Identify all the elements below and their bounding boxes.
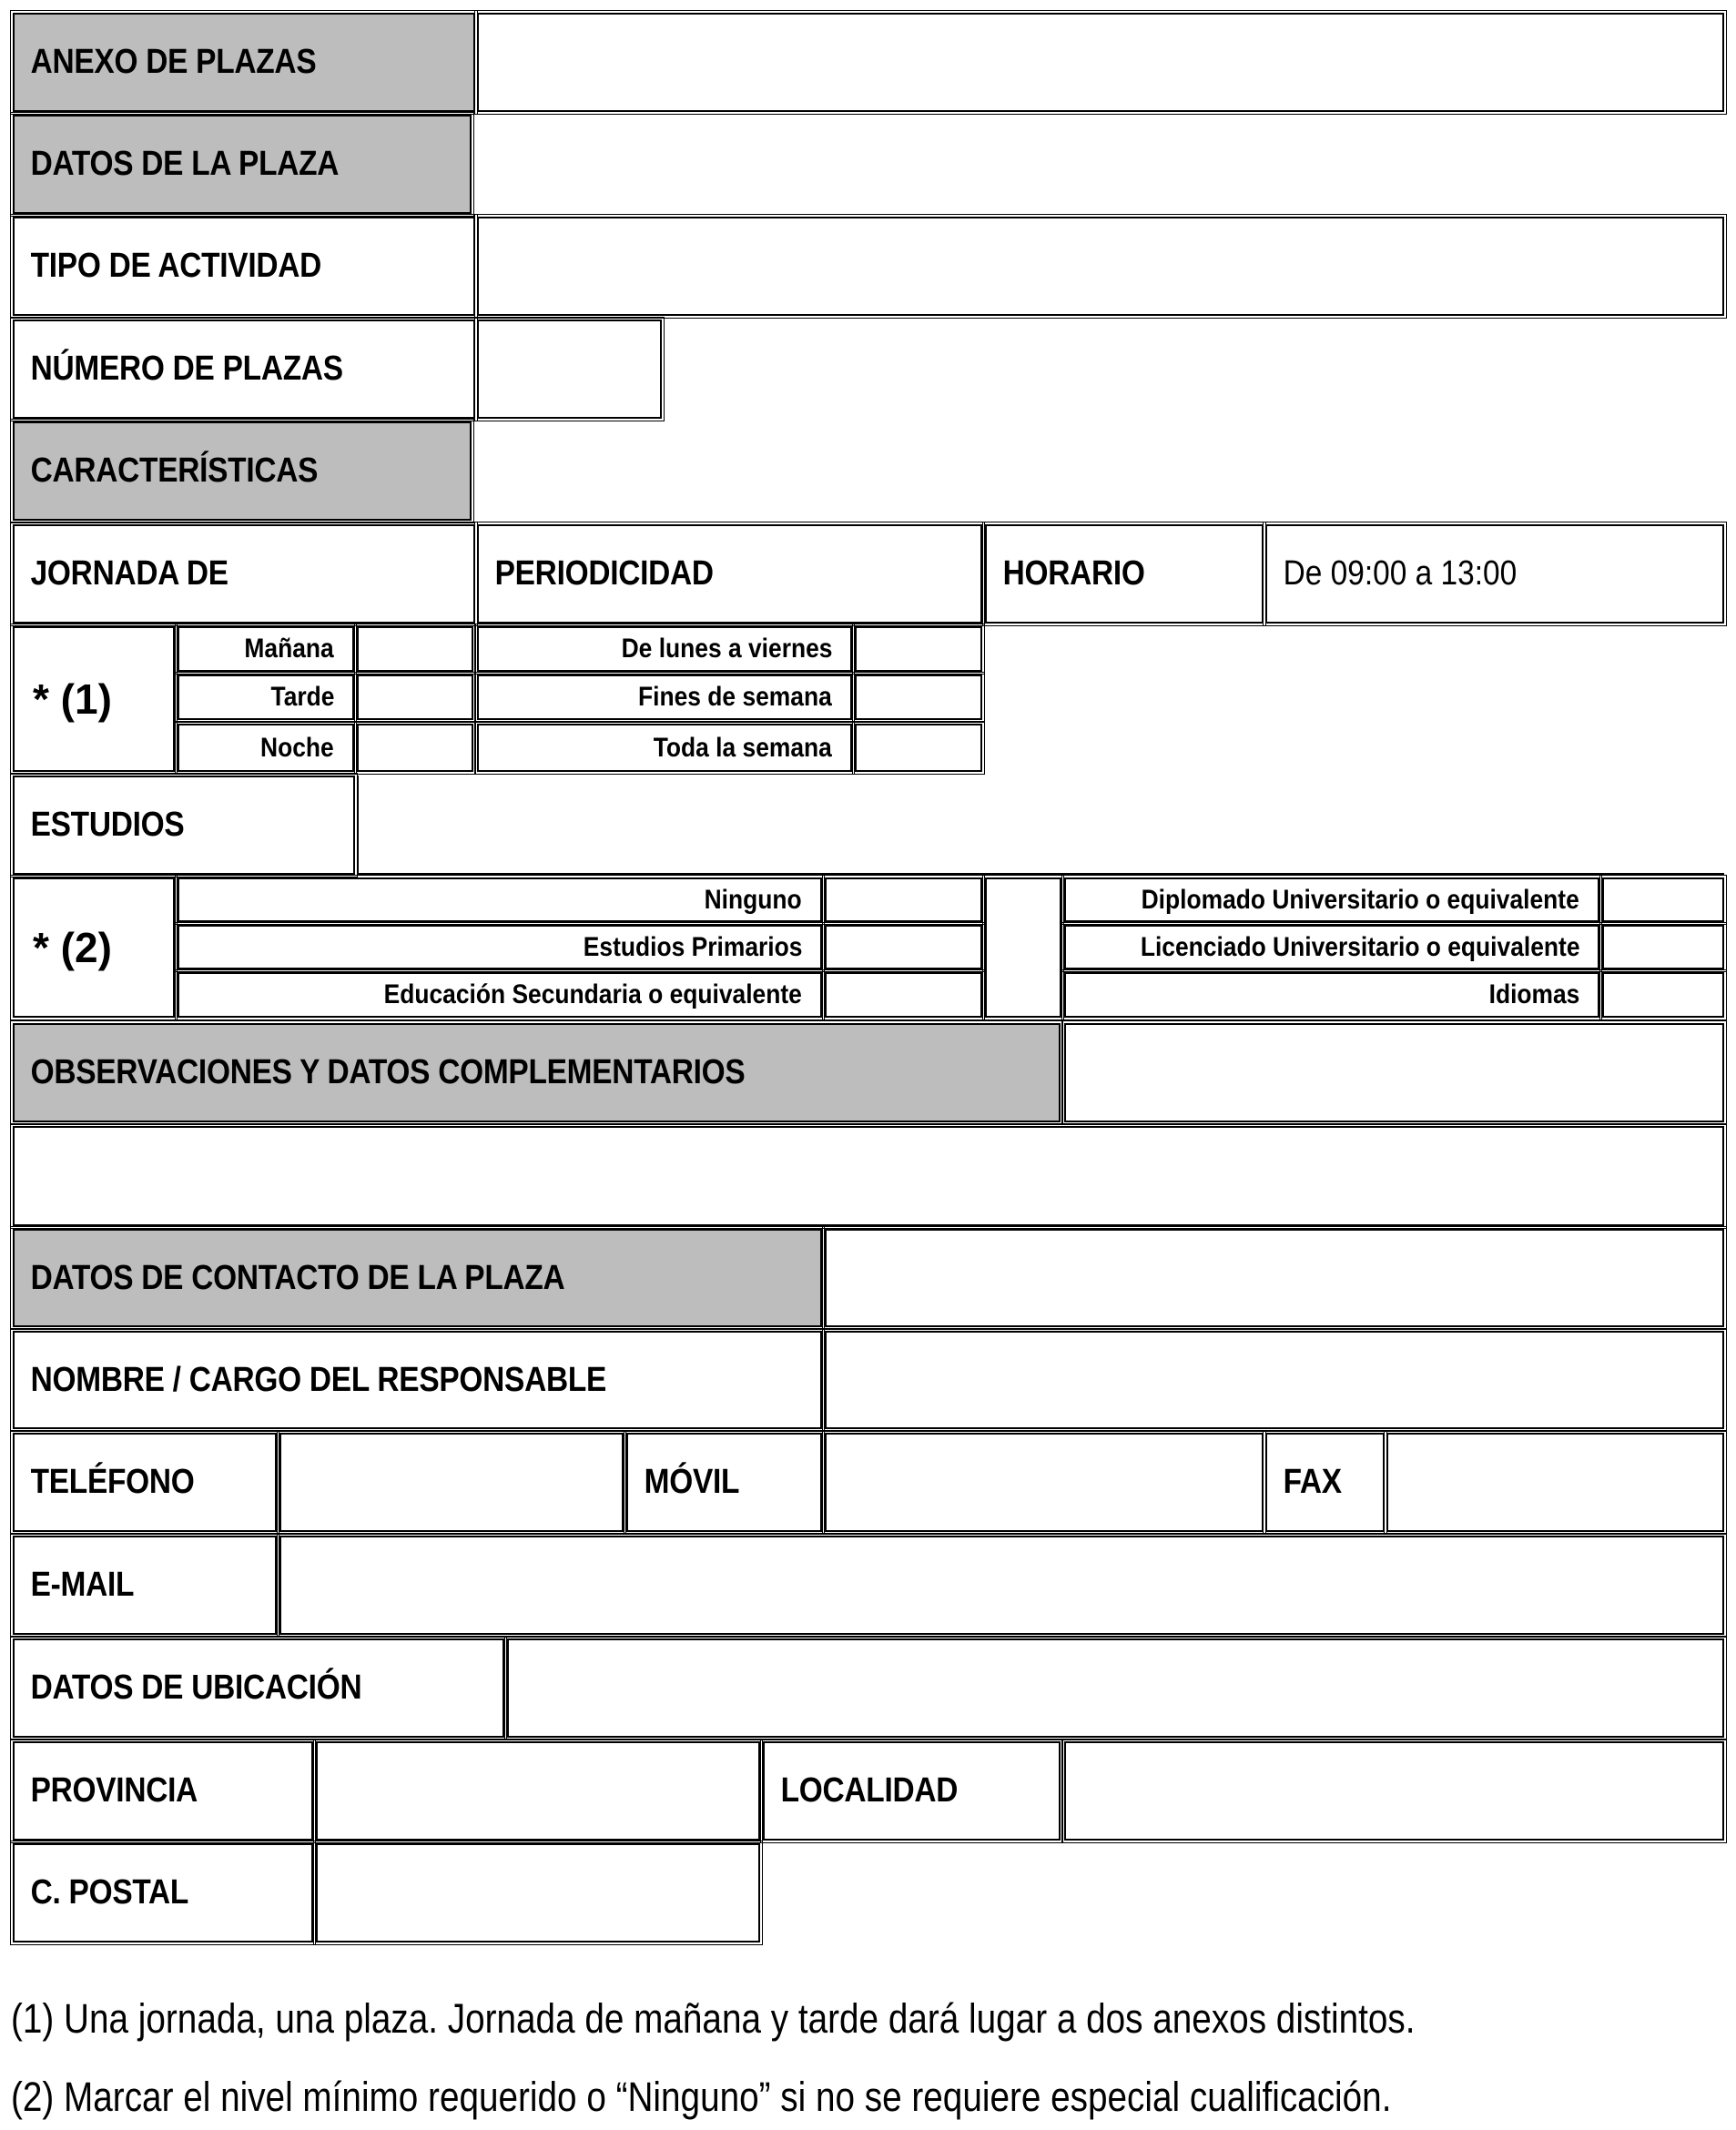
periodicidad-option-fines-semana [477, 674, 852, 720]
caracteristicas-text: CARACTERÍSTICAS [30, 451, 319, 490]
anexo-plazas-label [13, 13, 475, 112]
mark-2-text: * (2) [33, 924, 112, 971]
estudios-checkbox-secundaria[interactable] [825, 972, 982, 1018]
jornada-checkbox-manana[interactable] [357, 626, 473, 672]
horario-value: De 09:00 a 13:00 [1283, 554, 1518, 593]
movil-text: MÓVIL [644, 1463, 740, 1501]
datos-plaza-text: DATOS DE LA PLAZA [30, 145, 340, 183]
estudios-checkbox-licenciado[interactable] [1602, 925, 1724, 969]
estudios-option-label: Idiomas [1488, 979, 1579, 1009]
estudios-option-label: Diplomado Universitario o equivalente [1141, 884, 1579, 915]
periodicidad-checkbox-fines-semana[interactable] [855, 674, 982, 720]
movil-label [626, 1433, 822, 1532]
telefono-label [13, 1433, 277, 1532]
periodicidad-text: PERIODICIDAD [494, 554, 714, 593]
c-postal-label [13, 1843, 313, 1942]
jornada-option-label: Mañana [244, 634, 334, 664]
estudios-divider-cell [985, 877, 1061, 1018]
email-label [13, 1536, 277, 1635]
periodicidad-option-label: Fines de semana [638, 682, 832, 712]
nombre-cargo-field[interactable] [825, 1331, 1724, 1429]
fax-text: FAX [1283, 1463, 1342, 1501]
estudios-checkbox-diplomado[interactable] [1602, 877, 1724, 922]
observaciones-text: OBSERVACIONES Y DATOS COMPLEMENTARIOS [30, 1053, 746, 1091]
datos-plaza-spacer [474, 115, 1724, 214]
footnote-1: (1) Una jornada, una plaza. Jornada de mañana y tarde dará lugar a dos anexos distintos. [11, 1995, 1416, 2042]
estudios-option-idiomas [1064, 972, 1599, 1018]
estudios-option-secundaria [178, 972, 822, 1018]
periodicidad-option-toda-semana [477, 724, 852, 772]
provincia-text: PROVINCIA [30, 1771, 198, 1810]
observaciones-header [13, 1023, 1061, 1122]
email-field[interactable] [279, 1536, 1724, 1635]
mark-1-text: * (1) [33, 675, 112, 723]
estudios-checkbox-primarios[interactable] [825, 925, 982, 969]
fax-field[interactable] [1386, 1433, 1724, 1532]
periodicidad-label [477, 524, 982, 624]
jornada-option-label: Noche [260, 732, 334, 763]
estudios-spacer [357, 776, 1724, 875]
estudios-option-label: Ninguno [704, 884, 802, 915]
jornada-checkbox-noche[interactable] [357, 724, 473, 772]
localidad-field[interactable] [1064, 1741, 1724, 1841]
fax-label [1265, 1433, 1385, 1532]
email-text: E-MAIL [30, 1566, 135, 1604]
datos-plaza-header [13, 115, 472, 214]
localidad-label [763, 1741, 1061, 1841]
mark-1-label [13, 626, 175, 772]
periodicidad-option-lunes-viernes [477, 626, 852, 672]
movil-field[interactable] [825, 1433, 1264, 1532]
tipo-actividad-label [13, 217, 475, 316]
estudios-option-licenciado [1064, 925, 1599, 969]
periodicidad-option-label: De lunes a viernes [621, 634, 832, 664]
caracteristicas-header [13, 421, 472, 521]
estudios-option-label: Estudios Primarios [583, 931, 802, 962]
periodicidad-checkbox-lunes-viernes[interactable] [855, 626, 982, 672]
numero-plazas-label [13, 320, 475, 419]
estudios-checkbox-idiomas[interactable] [1602, 972, 1724, 1018]
numero-plazas-text: NÚMERO DE PLAZAS [30, 350, 343, 388]
jornada-option-label: Tarde [270, 682, 334, 712]
periodicidad-option-label: Toda la semana [653, 732, 832, 763]
estudios-option-label: Educación Secundaria o equivalente [383, 979, 802, 1009]
estudios-label [13, 776, 355, 875]
c-postal-text: C. POSTAL [30, 1873, 189, 1912]
provincia-field[interactable] [316, 1741, 760, 1841]
estudios-option-label: Licenciado Universitario o equivalente [1140, 931, 1579, 962]
mark-2-label [13, 877, 175, 1018]
jornada-de-label [13, 524, 475, 624]
observaciones-field[interactable] [13, 1126, 1724, 1226]
footnote-2: (2) Marcar el nivel mínimo requerido o “Ninguno” si no se requiere especial cualificación. [11, 2074, 1392, 2120]
numero-plazas-field[interactable] [477, 320, 662, 419]
estudios-option-ninguno [178, 877, 822, 922]
estudios-option-primarios [178, 925, 822, 969]
observaciones-header-field[interactable] [1064, 1023, 1724, 1122]
jornada-option-manana [178, 626, 354, 672]
nombre-cargo-text: NOMBRE / CARGO DEL RESPONSABLE [30, 1360, 607, 1399]
periodicidad-checkbox-toda-semana[interactable] [855, 724, 982, 772]
datos-contacto-text: DATOS DE CONTACTO DE LA PLAZA [30, 1258, 565, 1297]
horario-text: HORARIO [1002, 554, 1145, 593]
nombre-cargo-label [13, 1331, 822, 1429]
jornada-option-noche [178, 724, 354, 772]
datos-contacto-header [13, 1229, 822, 1327]
telefono-field[interactable] [279, 1433, 624, 1532]
anexo-plazas-text: ANEXO DE PLAZAS [30, 43, 317, 81]
jornada-checkbox-tarde[interactable] [357, 674, 473, 720]
estudios-option-diplomado [1064, 877, 1599, 922]
estudios-text: ESTUDIOS [30, 806, 185, 844]
localidad-text: LOCALIDAD [780, 1771, 959, 1810]
horario-field[interactable] [1265, 524, 1724, 624]
jornada-de-text: JORNADA DE [30, 554, 228, 593]
provincia-label [13, 1741, 313, 1841]
tipo-actividad-field[interactable] [477, 217, 1724, 316]
telefono-text: TELÉFONO [30, 1463, 195, 1501]
datos-ubicacion-field[interactable] [507, 1638, 1724, 1738]
tipo-actividad-text: TIPO DE ACTIVIDAD [30, 247, 321, 285]
datos-ubicacion-label [13, 1638, 504, 1738]
datos-ubicacion-text: DATOS DE UBICACIÓN [30, 1668, 362, 1707]
datos-contacto-field[interactable] [825, 1229, 1724, 1327]
horario-label [985, 524, 1264, 624]
jornada-option-tarde [178, 674, 354, 720]
estudios-checkbox-ninguno[interactable] [825, 877, 982, 922]
anexo-plazas-field[interactable] [477, 13, 1724, 112]
c-postal-field[interactable] [316, 1843, 760, 1942]
